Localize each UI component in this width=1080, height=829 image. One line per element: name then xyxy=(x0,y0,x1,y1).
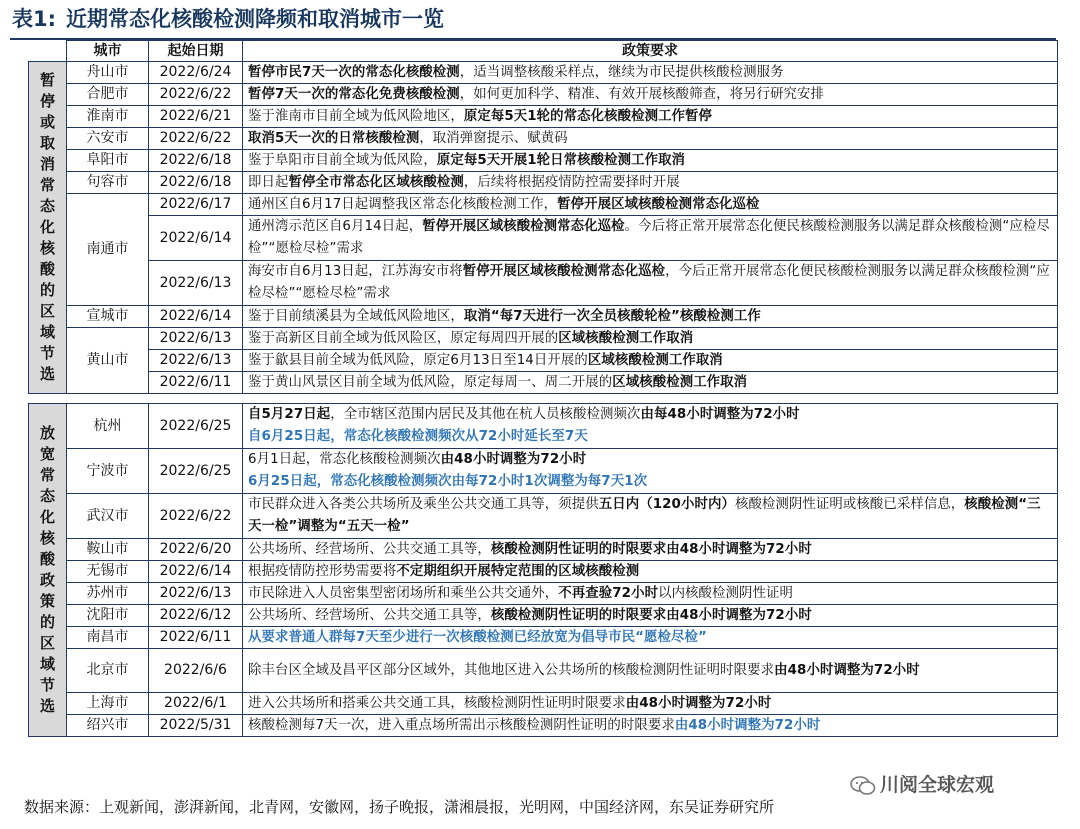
date-cell: 2022/6/24 xyxy=(149,62,243,84)
policy-cell xyxy=(243,172,1058,194)
policy-text-segment: 核酸检测“三天一检”调整为“五天一检” xyxy=(248,497,1041,534)
date-cell: 2022/6/22 xyxy=(149,128,243,150)
policy-cell xyxy=(243,693,1058,715)
city-cell: 绍兴市 xyxy=(67,715,149,737)
policy-cell xyxy=(243,583,1058,605)
data-source: 数据来源：上观新闻，澎湃新闻，北青网，安徽网，扬子晚报，潇湘晨报，光明网，中国经济网，东吴证券研究所 xyxy=(24,798,775,816)
policy-cell xyxy=(243,328,1058,350)
city-cell: 鞍山市 xyxy=(67,539,149,561)
policy-text-segment: ，今后正常开展常态化便民核酸检测服务以满足群众核酸检测“应检尽检”“愿检尽检”需求 xyxy=(248,264,1050,301)
policy-text-segment: ，全市辖区范围内居民及其他在杭人员核酸检测频次 xyxy=(330,407,641,422)
date-cell: 2022/6/11 xyxy=(149,372,243,394)
policy-text-segment: 鉴于阜阳市目前全域为低风险， xyxy=(248,153,437,168)
policy-text-segment: 取消5天一次的日常核酸检测 xyxy=(248,131,420,146)
policy-cell xyxy=(243,150,1058,172)
city-cell: 宣城市 xyxy=(67,306,149,328)
policy-text-segment: 以内核酸检测阴性证明 xyxy=(658,586,793,601)
policy-cell xyxy=(243,494,1058,539)
city-cell: 苏州市 xyxy=(67,583,149,605)
policy-text-segment: 核酸检测阴性证明的时限要求由48小时调整为72小时 xyxy=(490,542,812,557)
policy-cell xyxy=(243,372,1058,394)
date-cell: 2022/6/22 xyxy=(149,84,243,106)
table-row xyxy=(29,328,1058,350)
date-cell: 2022/6/12 xyxy=(149,605,243,627)
policy-text-segment: 不再查验72小时 xyxy=(558,586,659,601)
group-label-text: 放宽常态化核酸政策的区域节选 xyxy=(39,424,55,715)
date-cell: 2022/6/14 xyxy=(149,216,243,261)
policy-text-segment: 从要求普通人群每7天至少进行一次核酸检测已经放宽为倡导市民“愿检尽检” xyxy=(248,630,707,645)
policy-text-segment: 核酸检测每7天一次，进入重点场所需出示核酸检测阴性证明的时限要求 xyxy=(248,718,675,733)
city-cell: 句容市 xyxy=(67,172,149,194)
wechat-icon xyxy=(850,775,876,797)
date-cell: 2022/6/20 xyxy=(149,539,243,561)
table-row xyxy=(29,627,1058,649)
policy-text-segment: 根据疫情防控形势需要将 xyxy=(248,564,397,579)
policy-table xyxy=(28,40,1058,737)
table-row xyxy=(29,84,1058,106)
policy-text-segment: 区域核酸检测工作取消 xyxy=(587,353,723,368)
policy-text-segment: 区域核酸检测工作取消 xyxy=(558,331,694,346)
watermark xyxy=(850,770,994,797)
policy-cell xyxy=(243,84,1058,106)
policy-cell xyxy=(243,649,1058,693)
policy-text-segment: 市民群众进入各类公共场所及乘坐公共交通工具等，须提供 xyxy=(248,497,599,512)
table-row xyxy=(29,583,1058,605)
table-row xyxy=(29,350,1058,372)
table-row xyxy=(29,172,1058,194)
city-cell: 阜阳市 xyxy=(67,150,149,172)
policy-text-segment: 由48小时调整为72小时 xyxy=(774,662,920,678)
policy-cell xyxy=(243,561,1058,583)
policy-text-segment: 暂停7天一次的常态化免费核酸检测 xyxy=(248,87,460,102)
table-row xyxy=(29,128,1058,150)
policy-cell xyxy=(243,261,1058,306)
policy-text-segment: 由48小时调整为72小时 xyxy=(440,452,587,467)
date-cell: 2022/6/14 xyxy=(149,306,243,328)
group-label-suspend xyxy=(29,62,67,394)
city-cell: 淮南市 xyxy=(67,106,149,128)
policy-cell xyxy=(243,106,1058,128)
policy-text-segment: 暂停全市常态化区域核酸检测 xyxy=(288,175,464,190)
policy-cell xyxy=(243,350,1058,372)
table-row xyxy=(29,261,1058,306)
policy-text-segment: 核酸检测阴性证明的时限要求由48小时调整为72小时 xyxy=(490,608,812,623)
table-row xyxy=(29,404,1058,449)
table-row xyxy=(29,106,1058,128)
policy-text-segment: 通州区自6月17日起调整我区常态化核酸检测工作， xyxy=(248,197,558,212)
policy-text-segment: 鉴于淮南市目前全域为低风险地区， xyxy=(248,109,464,124)
policy-text-segment: ，适当调整核酸采样点，继续为市民提供核酸检测服务 xyxy=(459,65,784,80)
policy-text-segment: 由48小时调整为72小时 xyxy=(625,696,772,711)
policy-cell xyxy=(243,404,1058,449)
policy-text-segment: 不定期组织开展特定范围的区域核酸检测 xyxy=(396,564,640,579)
date-cell: 2022/6/1 xyxy=(149,693,243,715)
policy-text-segment: 鉴于歙县目前全域为低风险，原定6月13日至14日开展的 xyxy=(248,353,588,368)
date-cell: 2022/6/13 xyxy=(149,328,243,350)
table-row xyxy=(29,494,1058,539)
policy-text-segment: 鉴于黄山风景区目前全域为低风险，原定每周一、周二开展的 xyxy=(248,375,613,390)
date-cell: 2022/6/13 xyxy=(149,583,243,605)
table-label: 表1: xyxy=(12,7,57,31)
policy-text-segment: ，取消弹窗提示、赋黄码 xyxy=(419,131,568,146)
policy-cell xyxy=(243,539,1058,561)
table-row xyxy=(29,561,1058,583)
date-cell: 2022/6/18 xyxy=(149,172,243,194)
city-cell: 武汉市 xyxy=(67,494,149,539)
policy-text-segment: 由48小时调整为72小时 xyxy=(674,718,821,733)
policy-text-segment: 即日起 xyxy=(248,175,289,190)
table-row xyxy=(29,539,1058,561)
table-row xyxy=(29,216,1058,261)
policy-cell xyxy=(243,627,1058,649)
table-row xyxy=(29,715,1058,737)
header-date: 起始日期 xyxy=(149,41,243,62)
date-cell: 2022/6/21 xyxy=(149,106,243,128)
policy-text-segment: 五日内（120小时内） xyxy=(598,497,735,512)
policy-text-segment: 自6月25日起，常态化核酸检测频次从72小时延长至7天 xyxy=(248,429,588,444)
date-cell: 2022/6/13 xyxy=(149,261,243,306)
policy-text-segment: 暂停市民7天一次的常态化核酸检测 xyxy=(248,65,460,80)
table-row xyxy=(29,62,1058,84)
policy-text-segment: 6月25日起，常态化核酸检测频次由每72小时1次调整为每7天1次 xyxy=(248,474,648,489)
policy-cell xyxy=(243,605,1058,627)
policy-text-segment: ，如何更加科学、精准、有效开展核酸筛查，将另行研究安排 xyxy=(459,87,825,102)
policy-cell xyxy=(243,194,1058,216)
policy-cell xyxy=(243,449,1058,494)
policy-text-segment: 暂停开展区域核酸检测常态化巡检 xyxy=(557,197,760,212)
policy-text-segment: 取消“每7天进行一次全员核酸轮检”核酸检测工作 xyxy=(463,309,761,324)
city-cell: 北京市 xyxy=(67,649,149,693)
table-row xyxy=(29,372,1058,394)
city-cell: 黄山市 xyxy=(67,328,149,394)
policy-text-segment: 鉴于目前绩溪县为全域低风险地区， xyxy=(248,309,464,324)
table-row xyxy=(29,605,1058,627)
city-cell: 南通市 xyxy=(67,194,149,306)
date-cell: 2022/6/14 xyxy=(149,561,243,583)
policy-text-segment: 公共场所、经营场所、公共交通工具等， xyxy=(248,608,491,623)
policy-text-segment: 。今后将正常开展常态化便民核酸检测服务以满足群众核酸检测“应检尽检”“愿检尽检”需求 xyxy=(248,219,1050,256)
city-cell: 六安市 xyxy=(67,128,149,150)
table-row xyxy=(29,693,1058,715)
city-cell: 上海市 xyxy=(67,693,149,715)
policy-text-segment: 通州湾示范区自6月14日起， xyxy=(248,219,423,234)
date-cell: 2022/6/18 xyxy=(149,150,243,172)
table-row xyxy=(29,150,1058,172)
policy-text-segment: 除丰台区全域及昌平区部分区域外，其他地区进入公共场所的核酸检测阴性证明时限要求 xyxy=(248,662,775,678)
city-cell: 无锡市 xyxy=(67,561,149,583)
date-cell: 2022/5/31 xyxy=(149,715,243,737)
policy-text-segment: 区域核酸检测工作取消 xyxy=(612,375,748,390)
policy-text-segment: 6月1日起，常态化核酸检测频次 xyxy=(248,452,441,467)
header-city: 城市 xyxy=(67,41,149,62)
policy-cell xyxy=(243,216,1058,261)
policy-text-segment: ，后续将根据疫情防控需要择时开展 xyxy=(463,175,680,190)
table-row xyxy=(29,194,1058,216)
date-cell: 2022/6/6 xyxy=(149,649,243,693)
policy-text-segment: 市民除进入人员密集型密闭场所和乘坐公共交通外， xyxy=(248,586,559,601)
date-cell: 2022/6/25 xyxy=(149,449,243,494)
policy-cell xyxy=(243,62,1058,84)
policy-text-segment: 暂停开展区域核酸检测常态化巡检 xyxy=(422,219,625,234)
date-cell: 2022/6/25 xyxy=(149,404,243,449)
date-cell: 2022/6/22 xyxy=(149,494,243,539)
policy-text-segment: 公共场所、经营场所、公共交通工具等， xyxy=(248,542,491,557)
policy-text-segment: 进入公共场所和搭乘公共交通工具，核酸检测阴性证明时限要求 xyxy=(248,696,626,711)
table-row xyxy=(29,306,1058,328)
header-spacer xyxy=(29,41,67,62)
policy-text-segment: 海安市自6月13日起，江苏海安市将 xyxy=(248,264,463,279)
city-cell: 合肥市 xyxy=(67,84,149,106)
policy-text-segment: 原定每5天开展1轮日常核酸检测工作取消 xyxy=(436,153,686,168)
city-cell: 舟山市 xyxy=(67,62,149,84)
policy-text-segment: 核酸检测阴性证明或核酸已采样信息， xyxy=(734,497,965,512)
policy-text-segment: 鉴于高新区目前全域为低风险区，原定每周四开展的 xyxy=(248,331,559,346)
header-row xyxy=(29,41,1058,62)
group-label-relax xyxy=(29,404,67,737)
policy-cell xyxy=(243,715,1058,737)
date-cell: 2022/6/13 xyxy=(149,350,243,372)
policy-text-segment: 由每48小时调整为72小时 xyxy=(640,407,800,422)
policy-cell xyxy=(243,306,1058,328)
city-cell: 南昌市 xyxy=(67,627,149,649)
city-cell: 杭州 xyxy=(67,404,149,449)
title-text: 近期常态化核酸检测降频和取消城市一览 xyxy=(66,7,445,31)
policy-text-segment: 原定每5天1轮的常态化核酸检测工作暂停 xyxy=(463,109,713,124)
group-gap xyxy=(29,394,1058,404)
city-cell: 沈阳市 xyxy=(67,605,149,627)
table-row xyxy=(29,649,1058,693)
date-cell: 2022/6/17 xyxy=(149,194,243,216)
table-title xyxy=(12,2,444,36)
group-label-text: 暂停或取消常态化核酸的区域节选 xyxy=(39,71,55,383)
policy-text-segment: 暂停开展区域核酸检测常态化巡检 xyxy=(462,264,666,279)
policy-text-segment: 自5月27日起 xyxy=(248,407,331,422)
city-cell: 宁波市 xyxy=(67,449,149,494)
watermark-text: 川阅全球宏观 xyxy=(880,774,995,796)
table-row xyxy=(29,449,1058,494)
header-policy: 政策要求 xyxy=(243,41,1058,62)
date-cell: 2022/6/11 xyxy=(149,627,243,649)
policy-cell xyxy=(243,128,1058,150)
